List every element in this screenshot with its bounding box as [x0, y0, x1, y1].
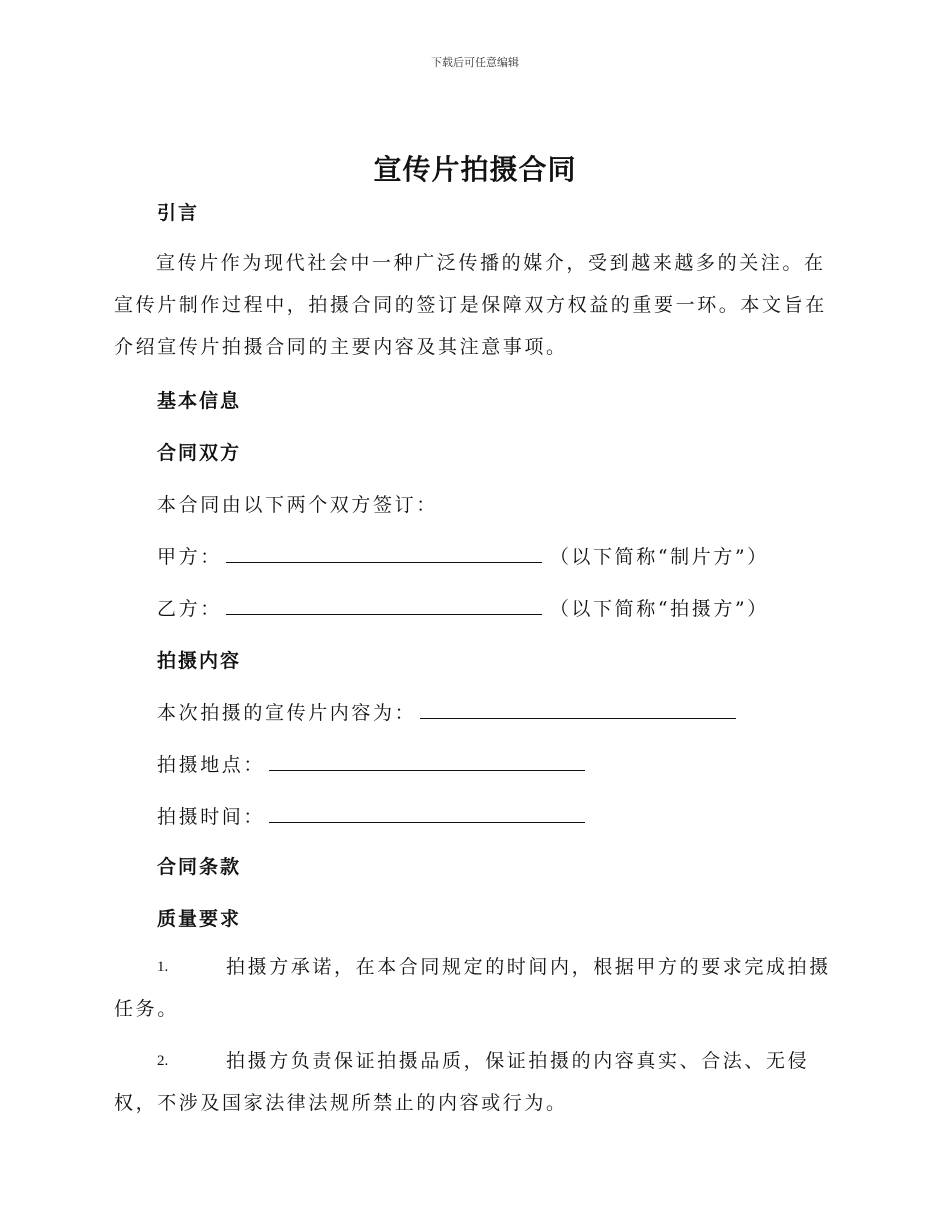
- document-title: 宣传片拍摄合同: [373, 153, 577, 186]
- location-line: [157, 750, 593, 777]
- party-a-blank[interactable]: [226, 544, 542, 563]
- party-b-label: 乙方：: [157, 598, 222, 620]
- list-item-number: 2.: [157, 1053, 169, 1069]
- intro-paragraph: 宣传片作为现代社会中一种广泛传播的媒介，受到越来越多的关注。在宣传片制作过程中，拍摄合同的签订是保障双方权益的重要一环。本文旨在介绍宣传片拍摄合同的主要内容及其注意事项。: [114, 252, 827, 358]
- content-label: 本次拍摄的宣传片内容为：: [157, 702, 417, 724]
- time-blank[interactable]: [269, 804, 585, 823]
- location-label: 拍摄地点：: [157, 754, 266, 776]
- time-line: [157, 802, 593, 829]
- content-blank[interactable]: [420, 700, 736, 719]
- party-b-line: [157, 594, 769, 621]
- section-heading-intro: 引言: [157, 202, 200, 224]
- subheading-quality: 质量要求: [157, 908, 242, 930]
- party-a-note: （以下简称“制片方”）: [549, 546, 769, 568]
- section-heading-terms: 合同条款: [157, 856, 242, 878]
- party-a-label: 甲方：: [157, 546, 222, 568]
- section-heading-shooting-content: 拍摄内容: [157, 650, 242, 672]
- parties-intro: 本合同由以下两个双方签订：: [157, 494, 438, 516]
- party-b-blank[interactable]: [226, 596, 542, 615]
- list-item: 拍摄方承诺，在本合同规定的时间内，根据甲方的要求完成拍摄任务。: [114, 956, 831, 1020]
- section-heading-basic-info: 基本信息: [157, 390, 242, 412]
- party-a-line: [157, 542, 769, 569]
- location-blank[interactable]: [269, 752, 585, 771]
- party-b-note: （以下简称“拍摄方”）: [549, 598, 769, 620]
- subheading-parties: 合同双方: [157, 442, 242, 464]
- page-header-note: 下载后可任意编辑: [431, 56, 519, 69]
- time-label: 拍摄时间：: [157, 806, 266, 828]
- list-item-number: 1.: [157, 959, 169, 975]
- list-item: 拍摄方负责保证拍摄品质，保证拍摄的内容真实、合法、无侵权，不涉及国家法律法规所禁止的内容或行为。: [114, 1050, 810, 1114]
- content-line: [157, 698, 744, 725]
